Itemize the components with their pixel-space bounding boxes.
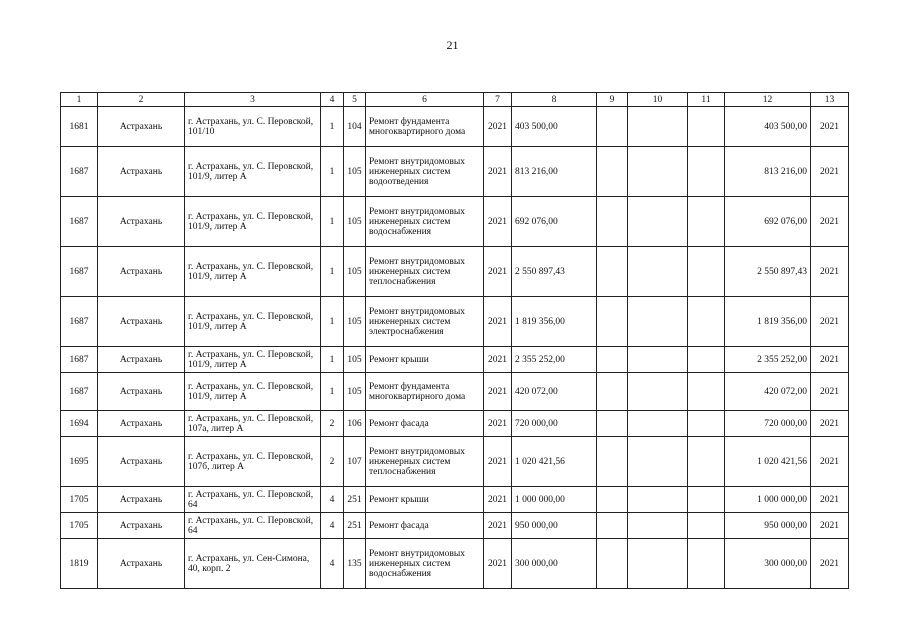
municipality-cell: Астрахань [98,513,185,539]
table-row [61,539,849,589]
column-header: 1 [61,93,98,107]
work-type-cell: Ремонт фасада [366,411,484,437]
col11-cell [688,247,725,297]
col9-cell [597,347,628,373]
year-cell: 2021 [484,437,512,487]
col4-cell: 2 [321,411,344,437]
address-cell: г. Астрахань, ул. С. Перовской, 101/9, литер А [185,297,321,347]
address-cell: г. Астрахань, ул. С. Перовской, 101/9, литер А [185,147,321,197]
cost-cell: 1 000 000,00 [512,487,597,513]
row-number-cell: 1687 [61,373,98,411]
total-cost-cell: 2 355 252,00 [725,347,811,373]
cost-cell: 300 000,00 [512,539,597,589]
page-number: 21 [446,38,459,52]
table-row [61,373,849,411]
address-cell: г. Астрахань, ул. С. Перовской, 64 [185,487,321,513]
row-number-cell: 1819 [61,539,98,589]
column-header: 6 [366,93,484,107]
year-cell: 2021 [484,347,512,373]
municipality-cell: Астрахань [98,107,185,147]
row-number-cell: 1687 [61,197,98,247]
municipality-cell: Астрахань [98,411,185,437]
col5-cell: 106 [344,411,366,437]
end-year-cell: 2021 [811,513,849,539]
column-header: 3 [185,93,321,107]
end-year-cell: 2021 [811,107,849,147]
total-cost-cell: 300 000,00 [725,539,811,589]
year-cell: 2021 [484,373,512,411]
municipality-cell: Астрахань [98,437,185,487]
col4-cell: 1 [321,147,344,197]
col11-cell [688,373,725,411]
end-year-cell: 2021 [811,411,849,437]
col5-cell: 251 [344,487,366,513]
address-cell: г. Астрахань, ул. С. Перовской, 64 [185,513,321,539]
col9-cell [597,247,628,297]
table-row [61,487,849,513]
work-type-cell: Ремонт фундамента многоквартирного дома [366,373,484,411]
address-cell: г. Астрахань, ул. Сен-Симона, 40, корп. 2 [185,539,321,589]
end-year-cell: 2021 [811,437,849,487]
col4-cell: 4 [321,487,344,513]
column-header: 13 [811,93,849,107]
year-cell: 2021 [484,107,512,147]
col4-cell: 1 [321,247,344,297]
col10-cell [628,197,688,247]
col10-cell [628,107,688,147]
col10-cell [628,437,688,487]
table-row [61,147,849,197]
column-header: 5 [344,93,366,107]
total-cost-cell: 720 000,00 [725,411,811,437]
total-cost-cell: 1 020 421,56 [725,437,811,487]
col4-cell: 1 [321,107,344,147]
total-cost-cell: 403 500,00 [725,107,811,147]
cost-cell: 720 000,00 [512,411,597,437]
col5-cell: 105 [344,373,366,411]
col11-cell [688,411,725,437]
total-cost-cell: 420 072,00 [725,373,811,411]
col5-cell: 105 [344,147,366,197]
col5-cell: 105 [344,247,366,297]
col9-cell [597,197,628,247]
address-cell: г. Астрахань, ул. С. Перовской, 101/9, литер А [185,197,321,247]
cost-cell: 2 355 252,00 [512,347,597,373]
address-cell: г. Астрахань, ул. С. Перовской, 107б, литер А [185,437,321,487]
municipality-cell: Астрахань [98,297,185,347]
col9-cell [597,297,628,347]
row-number-cell: 1687 [61,147,98,197]
end-year-cell: 2021 [811,197,849,247]
col5-cell: 107 [344,437,366,487]
cost-cell: 813 216,00 [512,147,597,197]
col9-cell [597,539,628,589]
work-type-cell: Ремонт внутридомовых инженерных систем водоснабжения [366,197,484,247]
end-year-cell: 2021 [811,539,849,589]
address-cell: г. Астрахань, ул. С. Перовской, 101/9, литер А [185,373,321,411]
end-year-cell: 2021 [811,373,849,411]
col4-cell: 1 [321,373,344,411]
col4-cell: 1 [321,347,344,373]
table-row [61,297,849,347]
year-cell: 2021 [484,513,512,539]
col4-cell: 1 [321,197,344,247]
year-cell: 2021 [484,147,512,197]
col5-cell: 251 [344,513,366,539]
col9-cell [597,107,628,147]
work-type-cell: Ремонт фундамента многоквартирного дома [366,107,484,147]
col4-cell: 1 [321,297,344,347]
work-type-cell: Ремонт внутридомовых инженерных систем теплоснабжения [366,437,484,487]
col10-cell [628,487,688,513]
end-year-cell: 2021 [811,147,849,197]
year-cell: 2021 [484,539,512,589]
total-cost-cell: 813 216,00 [725,147,811,197]
table-row [61,107,849,147]
total-cost-cell: 2 550 897,43 [725,247,811,297]
total-cost-cell: 1 000 000,00 [725,487,811,513]
col5-cell: 105 [344,197,366,247]
col10-cell [628,347,688,373]
work-type-cell: Ремонт внутридомовых инженерных систем электроснабжения [366,297,484,347]
table-row [61,347,849,373]
table-row [61,197,849,247]
cost-cell: 692 076,00 [512,197,597,247]
col11-cell [688,297,725,347]
register-table [60,92,849,589]
col10-cell [628,297,688,347]
col5-cell: 105 [344,347,366,373]
work-type-cell: Ремонт фасада [366,513,484,539]
address-cell: г. Астрахань, ул. С. Перовской, 101/10 [185,107,321,147]
col11-cell [688,487,725,513]
municipality-cell: Астрахань [98,347,185,373]
col9-cell [597,487,628,513]
row-number-cell: 1705 [61,513,98,539]
row-number-cell: 1687 [61,347,98,373]
cost-cell: 1 819 356,00 [512,297,597,347]
col11-cell [688,539,725,589]
end-year-cell: 2021 [811,487,849,513]
year-cell: 2021 [484,297,512,347]
work-type-cell: Ремонт внутридомовых инженерных систем теплоснабжения [366,247,484,297]
column-header: 10 [628,93,688,107]
address-cell: г. Астрахань, ул. С. Перовской, 107а, литер А [185,411,321,437]
header-row [61,93,849,107]
col4-cell: 4 [321,513,344,539]
col5-cell: 135 [344,539,366,589]
column-header: 4 [321,93,344,107]
total-cost-cell: 1 819 356,00 [725,297,811,347]
cost-cell: 1 020 421,56 [512,437,597,487]
municipality-cell: Астрахань [98,373,185,411]
col10-cell [628,411,688,437]
col11-cell [688,197,725,247]
col5-cell: 104 [344,107,366,147]
col10-cell [628,539,688,589]
municipality-cell: Астрахань [98,247,185,297]
column-header: 2 [98,93,185,107]
col10-cell [628,147,688,197]
end-year-cell: 2021 [811,297,849,347]
col11-cell [688,107,725,147]
column-header: 11 [688,93,725,107]
row-number-cell: 1687 [61,297,98,347]
col4-cell: 2 [321,437,344,487]
address-cell: г. Астрахань, ул. С. Перовской, 101/9, литер А [185,247,321,297]
column-header: 9 [597,93,628,107]
table-row [61,247,849,297]
cost-cell: 403 500,00 [512,107,597,147]
col11-cell [688,437,725,487]
work-type-cell: Ремонт крыши [366,487,484,513]
row-number-cell: 1695 [61,437,98,487]
end-year-cell: 2021 [811,247,849,297]
col11-cell [688,513,725,539]
municipality-cell: Астрахань [98,487,185,513]
year-cell: 2021 [484,247,512,297]
year-cell: 2021 [484,411,512,437]
column-header: 8 [512,93,597,107]
end-year-cell: 2021 [811,347,849,373]
cost-cell: 2 550 897,43 [512,247,597,297]
col11-cell [688,347,725,373]
col11-cell [688,147,725,197]
work-type-cell: Ремонт внутридомовых инженерных систем водоотведения [366,147,484,197]
work-type-cell: Ремонт крыши [366,347,484,373]
col9-cell [597,437,628,487]
row-number-cell: 1681 [61,107,98,147]
col9-cell [597,513,628,539]
col10-cell [628,373,688,411]
year-cell: 2021 [484,487,512,513]
column-header: 7 [484,93,512,107]
cost-cell: 950 000,00 [512,513,597,539]
col9-cell [597,147,628,197]
municipality-cell: Астрахань [98,147,185,197]
address-cell: г. Астрахань, ул. С. Перовской, 101/9, литер А [185,347,321,373]
municipality-cell: Астрахань [98,197,185,247]
col10-cell [628,247,688,297]
year-cell: 2021 [484,197,512,247]
col10-cell [628,513,688,539]
cost-cell: 420 072,00 [512,373,597,411]
total-cost-cell: 950 000,00 [725,513,811,539]
row-number-cell: 1687 [61,247,98,297]
col9-cell [597,411,628,437]
total-cost-cell: 692 076,00 [725,197,811,247]
work-type-cell: Ремонт внутридомовых инженерных систем водоснабжения [366,539,484,589]
col5-cell: 105 [344,297,366,347]
table-row [61,411,849,437]
row-number-cell: 1694 [61,411,98,437]
row-number-cell: 1705 [61,487,98,513]
table-row [61,437,849,487]
municipality-cell: Астрахань [98,539,185,589]
table-row [61,513,849,539]
col4-cell: 4 [321,539,344,589]
column-header: 12 [725,93,811,107]
col9-cell [597,373,628,411]
